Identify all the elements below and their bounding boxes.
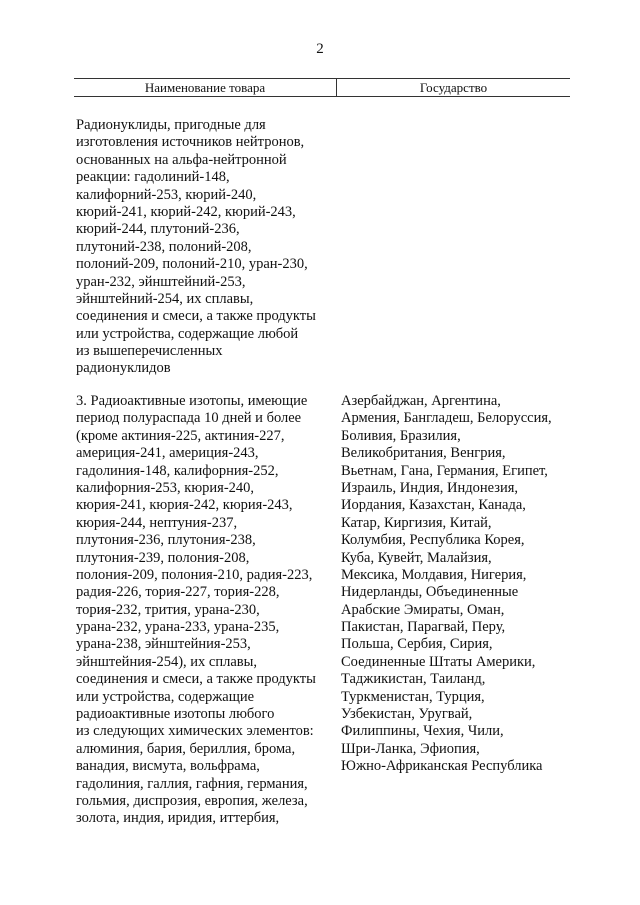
text-line: гадолиния-148, калифорния-252, (76, 462, 279, 479)
text-line: Шри-Ланка, Эфиопия, (341, 740, 480, 757)
text-line: соединения и смеси, а также продукты (76, 308, 316, 325)
item2-goods-text (76, 393, 316, 828)
text-line: Куба, Кувейт, Малайзия, (341, 549, 492, 566)
header-goods: Наименование товара (74, 79, 337, 96)
text-line: Пакистан, Парагвай, Перу, (341, 619, 506, 636)
text-line: кюрия-244, нептуния-237, (76, 514, 238, 531)
text-line: (кроме актиния-225, актиния-227, (76, 427, 285, 444)
text-line: 3. Радиоактивные изотопы, имеющие (76, 393, 308, 409)
text-line: из следующих химических элементов: (76, 723, 314, 740)
item2-states-text (341, 393, 552, 776)
text-line: алюминия, бария, бериллия, брома, (76, 740, 296, 757)
table-header (74, 78, 570, 97)
text-line: гадолиния, галлия, гафния, германия, (76, 775, 308, 792)
text-line: Таджикистан, Таиланд, (341, 671, 486, 688)
text-line: калифорний-253, кюрий-240, (76, 186, 257, 203)
text-line: Узбекистан, Уругвай, (341, 706, 473, 723)
text-line: кюрия-241, кюрия-242, кюрия-243, (76, 497, 293, 514)
item1-goods-text (76, 117, 316, 378)
text-line: радия-226, тория-227, тория-228, (76, 584, 280, 601)
text-line: реакции: гадолиний-148, (76, 169, 230, 186)
page-number: 2 (316, 41, 324, 57)
text-line: гольмия, диспрозия, европия, железа, (76, 792, 308, 809)
text-line: Соединенные Штаты Америки, (341, 653, 536, 670)
text-line: эйнштейния-254), их сплавы, (76, 653, 258, 670)
text-line: Вьетнам, Гана, Германия, Египет, (341, 462, 548, 479)
text-line: Израиль, Индия, Индонезия, (341, 479, 519, 496)
text-line: полоний-209, полоний-210, уран-230, (76, 256, 308, 273)
text-line: золота, индия, иридия, иттербия, (76, 810, 280, 827)
text-line: Азербайджан, Аргентина, (341, 393, 501, 409)
text-line: урана-238, эйнштейния-253, (76, 636, 251, 653)
text-line: Великобритания, Венгрия, (341, 445, 506, 462)
text-line: Нидерланды, Объединенные (341, 584, 519, 601)
text-line: эйнштейний-254, их сплавы, (76, 290, 254, 307)
text-line: Польша, Сербия, Сирия, (341, 636, 493, 653)
text-line: америция-241, америция-243, (76, 445, 259, 462)
text-line: полония-209, полония-210, радия-223, (76, 566, 313, 583)
text-line: или устройства, содержащие (76, 688, 255, 705)
text-line: калифорния-253, кюрия-240, (76, 479, 255, 496)
text-line: Мексика, Молдавия, Нигерия, (341, 566, 527, 583)
text-line: радиоактивные изотопы любого (76, 706, 275, 723)
text-line: Катар, Киргизия, Китай, (341, 514, 492, 531)
text-line: Иордания, Казахстан, Канада, (341, 497, 526, 514)
text-line: кюрий-241, кюрий-242, кюрий-243, (76, 203, 296, 220)
text-line: Арабские Эмираты, Оман, (341, 601, 505, 618)
text-line: ванадия, висмута, вольфрама, (76, 758, 260, 775)
text-line: основанных на альфа-нейтронной (76, 151, 287, 168)
text-line: изготовления источников нейтронов, (76, 134, 305, 151)
text-line: кюрий-244, плутоний-236, (76, 221, 240, 238)
text-line: урана-232, урана-233, урана-235, (76, 619, 280, 636)
header-state: Государство (419, 80, 488, 95)
text-line: Армения, Бангладеш, Белоруссия, (341, 410, 552, 427)
text-line: из вышеперечисленных (76, 343, 223, 360)
text-line: плутония-239, полония-208, (76, 549, 250, 566)
text-line: радионуклидов (76, 360, 171, 377)
text-line: Туркменистан, Турция, (341, 688, 485, 705)
text-line: Боливия, Бразилия, (341, 427, 461, 444)
text-line: или устройства, содержащие любой (76, 325, 299, 342)
text-line: период полураспада 10 дней и более (76, 410, 302, 427)
text-line: соединения и смеси, а также продукты (76, 671, 316, 688)
text-line: Южно-Африканская Республика (341, 758, 543, 775)
text-line: Колумбия, Республика Корея, (341, 532, 525, 549)
text-line: тория-232, трития, урана-230, (76, 601, 260, 618)
text-line: плутоний-238, полоний-208, (76, 238, 252, 255)
text-line: Филиппины, Чехия, Чили, (341, 723, 504, 740)
text-line: уран-232, эйнштейний-253, (76, 273, 246, 290)
text-line: Радионуклиды, пригодные для (76, 117, 266, 133)
text-line: плутония-236, плутония-238, (76, 532, 256, 549)
